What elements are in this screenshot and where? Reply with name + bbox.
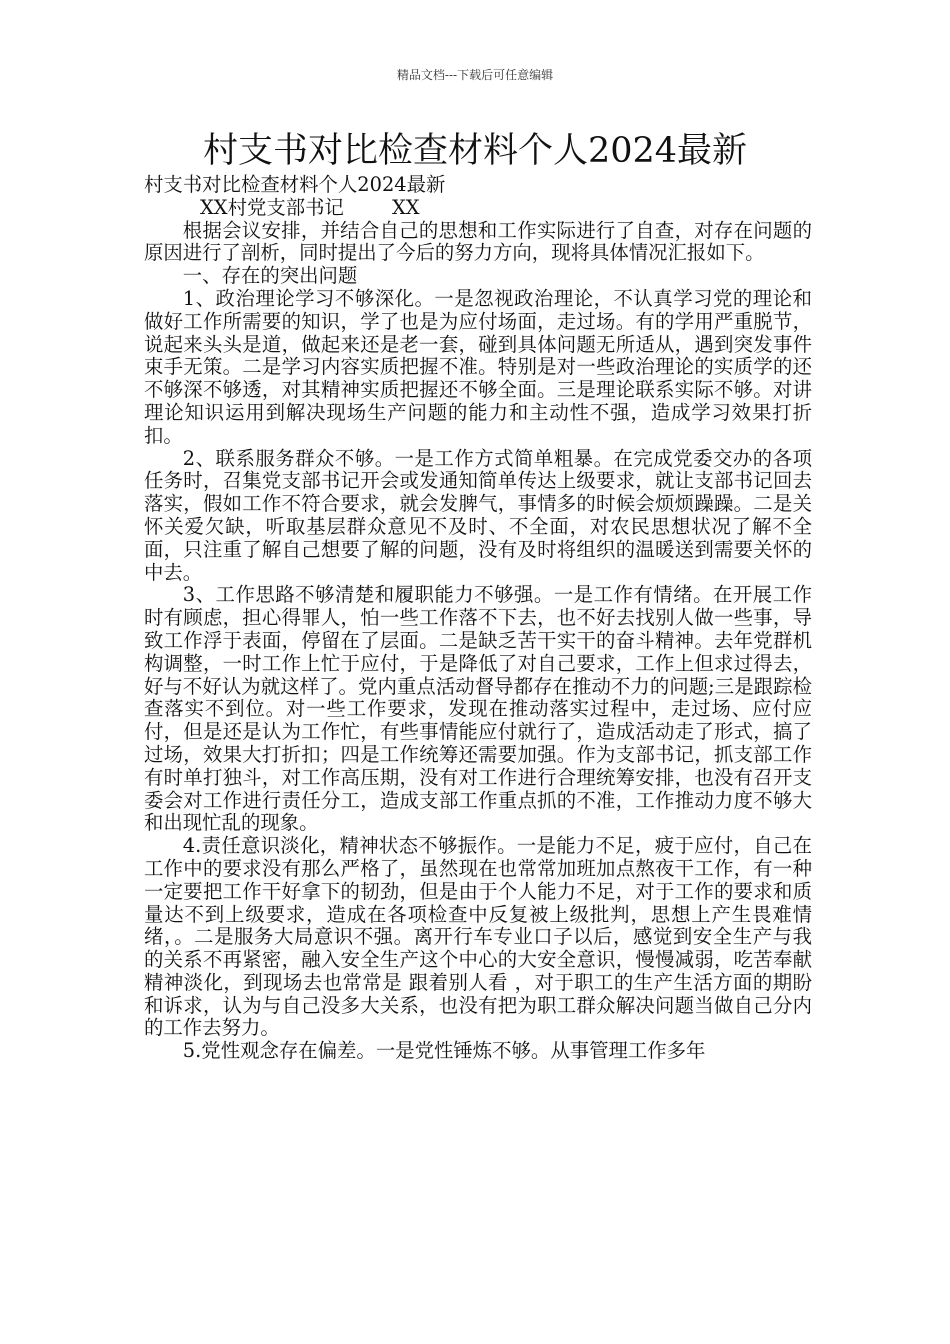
paragraph-item-2: 2、联系服务群众不够。一是工作方式简单粗暴。在完成党委交办的各项任务时，召集党支部书记开会或发通知简单传达上级要求，就让支部书记回去落实，假如工作不符合要求，就会发脾气，事情多的时候会烦烦躁躁。二是关怀关爱欠缺，听取基层群众意见不及时、不全面，对农民思想状况了解不全面，只注重了解自己想要了解的问题，没有及时将组织的温暖送到需要关怀的中去。 [144, 446, 812, 584]
paragraph-item-3: 3、工作思路不够清楚和履职能力不够强。一是工作有情绪。在开展工作时有顾虑，担心得罪人，怕一些工作落不下去，也不好去找别人做一些事，导致工作浮于表面，停留在了层面。二是缺乏苦干实干的奋斗精神。去年党群机构调整，一时工作上忙于应付，于是降低了对自己要求，工作上但求过得去，好与不好认为就这样了。党内重点活动督导都存在推动不力的问题;三是跟踪检查落实不到位。对一些工作要求，发现在推动落实过程中，走过场、应付应付，但是还是认为工作忙，有些事情能应付就行了，造成活动走了形式，搞了过场，效果大打折扣；四是工作统筹还需要加强。作为支部书记，抓支部工作有时单打独斗，对工作高压期，没有对工作进行合理统筹安排，也没有召开支委会对工作进行责任分工，造成支部工作重点抓的不准，工作推动力度不够大和出现忙乱的现象。 [144, 583, 812, 835]
paragraph-item-4: 4.责任意识淡化，精神状态不够振作。一是能力不足，疲于应付，自己在工作中的要求没有那么严格了，虽然现在也常常加班加点熬夜干工作，有一种一定要把工作干好拿下的韧劲，但是由于个人能力不足，对于工作的要求和质量达不到上级要求，造成在各项检查中反复被上级批判，思想上产生畏难情绪，。二是服务大局意识不强。离开行车专业口子以后，感觉到安全生产与我的关系不再紧密，融入安全生产这个中心的大安全意识，慢慢减弱，吃苦奉献精神淡化，到现场去也常常是 跟着别人看 ，对于职工的生产生活方面的期盼和诉求，认为与自己没多大关系，也没有把为职工群众解决问题当做自己分内的工作去努力。 [144, 834, 812, 1040]
paragraph-item-5: 5.党性观念存在偏差。一是党性锤炼不够。从事管理工作多年 [182, 1039, 706, 1063]
author-line [144, 197, 812, 220]
document-body [144, 174, 812, 1063]
paragraph-intro: 根据会议安排，并结合自己的思想和工作实际进行了自查，对存在问题的原因进行了剖析，同时提出了今后的努力方向，现将具体情况汇报如下。 [144, 218, 812, 265]
paragraph-item-1: 1、政治理论学习不够深化。一是忽视政治理论，不认真学习党的理论和做好工作所需要的知识，学了也是为应付场面，走过场。有的学用严重脱节，说起来头头是道，做起来还是老一套，碰到具体问题无所适从，遇到突发事件束手无策。二是学习内容实质把握不准。特别是对一些政治理论的实质学的还不够深不够透，对其精神实质把握还不够全面。三是理论联系实际不够。对讲理论知识运用到解决现场生产问题的能力和主动性不强，造成学习效果打折扣。 [144, 286, 812, 447]
section-heading: 一、存在的突出问题 [182, 264, 358, 288]
document-title: 村支书对比检查材料个人2024最新 [202, 131, 748, 171]
author-position: XX村党支部书记 [200, 195, 344, 219]
header-note: 精品文档---下载后可任意编辑 [396, 68, 554, 82]
document-subtitle: 村支书对比检查材料个人2024最新 [144, 173, 446, 196]
author-name: XX [391, 195, 420, 219]
